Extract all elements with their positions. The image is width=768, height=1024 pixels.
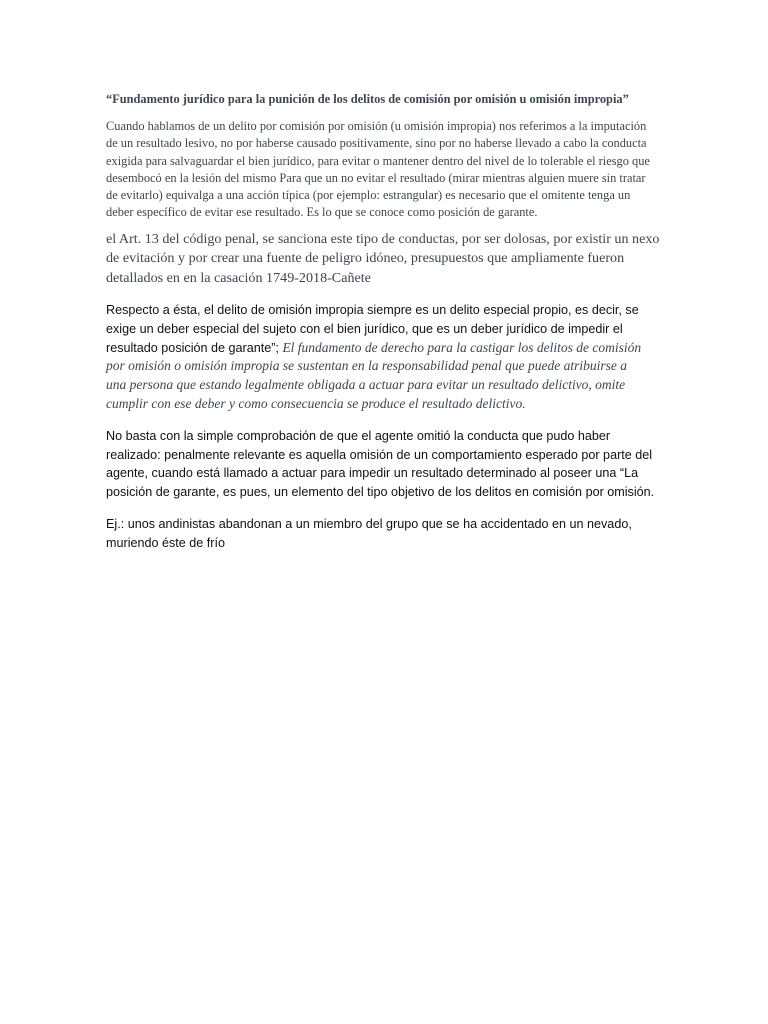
paragraph-line: muriendo éste de frío: [106, 535, 226, 550]
paragraph-line: de evitarlo) equivalga a una acción típica (por ejemplo: estrangular) es necesario que el omitente tenga un: [106, 188, 631, 203]
paragraph-guarantor-position: [106, 427, 666, 502]
document-title: “Fundamento jurídico para la punición de los delitos de comisión por omisión u omisión impropia”: [106, 92, 629, 106]
paragraph-article-13: [106, 230, 666, 288]
paragraph-line-mixed: [106, 339, 666, 358]
paragraph-example: [106, 515, 666, 553]
document-body: [106, 90, 666, 566]
italic-quote-line: cumplir con ese deber y como consecuencia se produce el resultado delictivo.: [106, 395, 526, 411]
paragraph-line: agente, cuando está llamado a actuar para impedir un resultado determinado al poseer una “La: [106, 466, 639, 481]
paragraph-line: de evitación y por crear una fuente de peligro idóneo, presupuestos que ampliamente fueron: [106, 250, 625, 267]
paragraph-text: resultado posición de garante”;: [106, 340, 283, 355]
paragraph-line: posición de garante, es pues, un elemento del tipo objetivo de los delitos en comisión por omisión.: [106, 485, 655, 500]
paragraph-line: deber específico de evitar ese resultado. Es lo que se conoce como posición de garante.: [106, 205, 538, 220]
paragraph-definition: [106, 118, 666, 222]
paragraph-line: exigida para salvaguardar el bien jurídico, para evitar o mantener dentro del nivel de lo tolerable el riesgo que: [106, 153, 650, 168]
paragraph-line: realizado: penalmente relevante es aquella omisión de un comportamiento esperado por parte del: [106, 447, 653, 462]
paragraph-line: Respecto a ésta, el delito de omisión impropia siempre es un delito especial propio, es decir, se: [106, 303, 639, 317]
italic-quote-line: una persona que estando legalmente obligada a actuar para evitar un resultado delictivo, omite: [106, 377, 626, 393]
paragraph-line: detallados en en la casación 1749-2018-Cañete: [106, 269, 371, 286]
paragraph-line: Ej.: unos andinistas abandonan a un miembro del grupo que se ha accidentado en un nevado,: [106, 516, 632, 531]
paragraph-line: de un resultado lesivo, no por haberse causado positivamente, sino por no haberse llevado a cabo la conducta: [106, 136, 647, 151]
paragraph-line: desembocó en la lesión del mismo Para que un no evitar el resultado (mirar mientras alguien muere sin tratar: [106, 170, 646, 185]
paragraph-line: Cuando hablamos de un delito por comisión por omisión (u omisión impropia) nos referimos a la imputación: [106, 119, 647, 133]
paragraph-line: el Art. 13 del código penal, se sanciona este tipo de conductas, por ser dolosas, por existir un nexo: [106, 230, 660, 247]
paragraph-special-duty: [106, 301, 666, 414]
paragraph-line: No basta con la simple comprobación de que el agente omitió la conducta que pudo haber: [106, 428, 611, 443]
paragraph-line: exige un deber especial del sujeto con el bien jurídico, que es un deber jurídico de impedir el: [106, 321, 623, 336]
italic-quote-line: por omisión o omisión impropia se sustentan en la responsabilidad penal que puede atribuirse a: [106, 358, 627, 374]
italic-quote-text: El fundamento de derecho para la castigar los delitos de comisión: [282, 339, 642, 355]
